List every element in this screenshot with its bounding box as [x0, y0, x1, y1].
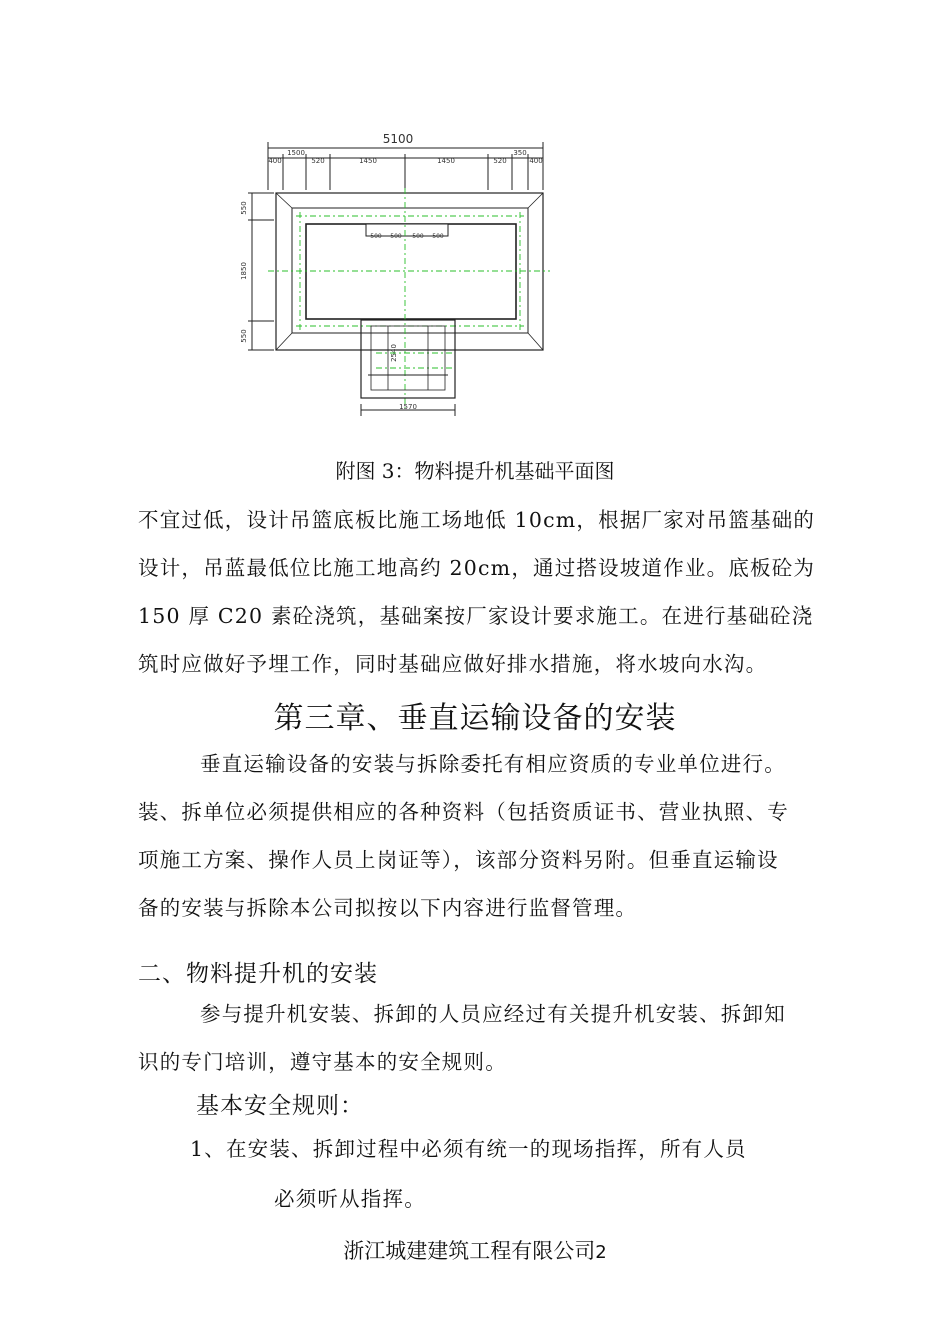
dim-inner-2: 500	[390, 233, 402, 240]
dim-top-6: 520	[493, 157, 507, 165]
text-line: 不宜过低，设计吊篮底板比施工场地低 10cm，根据厂家对吊篮基础的	[138, 508, 816, 532]
text-line: 设计，吊蓝最低位比施工地高约 20cm，通过搭设坡道作业。底板砼为	[138, 556, 816, 580]
dim-total-width: 5100	[382, 132, 414, 146]
dim-ramp-width: 1570	[399, 403, 417, 411]
paragraph-personnel	[138, 990, 828, 1086]
text-line: 项施工方案、操作人员上岗证等），该部分资料另附。但垂直运输设	[138, 848, 779, 872]
page-number: 2	[595, 1242, 607, 1263]
dim-inner-1: 500	[370, 233, 382, 240]
dim-left-1: 550	[240, 201, 248, 215]
dim-inner-3: 500	[412, 233, 424, 240]
foundation-plan-drawing	[238, 128, 568, 418]
figure-caption: 附图 3：物料提升机基础平面图	[335, 459, 615, 483]
dim-top-8: 400	[529, 157, 543, 165]
text-line: 垂直运输设备的安装与拆除委托有相应资质的专业单位进行。	[200, 752, 786, 776]
text-line: 装、拆单位必须提供相应的各种资料（包括资质证书、营业执照、专	[138, 800, 789, 824]
dim-inner-4: 500	[432, 233, 444, 240]
paragraph-installation	[138, 740, 828, 932]
rule-item-1: 1、在安装、拆卸过程中必须有统一的现场指挥，所有人员	[190, 1137, 747, 1161]
text-line: 150 厚 C20 素砼浇筑，基础案按厂家设计要求施工。在进行基础砼浇	[138, 604, 814, 628]
dim-top-5: 1450	[437, 157, 455, 165]
dim-left-3: 550	[240, 329, 248, 343]
dim-top-1: 400	[268, 157, 282, 165]
dim-ramp-length: 2540	[390, 344, 398, 362]
text-line: 备的安装与拆除本公司拟按以下内容进行监督管理。	[138, 896, 638, 920]
dim-top-7: 350	[513, 149, 527, 157]
paragraph-foundation	[138, 496, 828, 688]
chapter-title: 第三章、垂直运输设备的安装	[273, 701, 677, 736]
text-line: 识的专门培训，遵守基本的安全规则。	[138, 1050, 507, 1074]
dim-top-3: 520	[311, 157, 325, 165]
footer-company: 浙江城建建筑工程有限公司	[343, 1239, 596, 1263]
rule-item-1-continued: 必须听从指挥。	[274, 1187, 426, 1211]
dim-top-2: 1500	[287, 149, 305, 157]
section-title: 二、物料提升机的安装	[138, 961, 378, 987]
dim-top-4: 1450	[359, 157, 377, 165]
text-line: 参与提升机安装、拆卸的人员应经过有关提升机安装、拆卸知	[200, 1002, 786, 1026]
dim-left-2: 1850	[240, 262, 248, 280]
page-footer	[0, 1235, 950, 1265]
rules-title: 基本安全规则：	[196, 1093, 364, 1119]
text-line: 筑时应做好予埋工作，同时基础应做好排水措施，将水坡向水沟。	[138, 652, 768, 676]
